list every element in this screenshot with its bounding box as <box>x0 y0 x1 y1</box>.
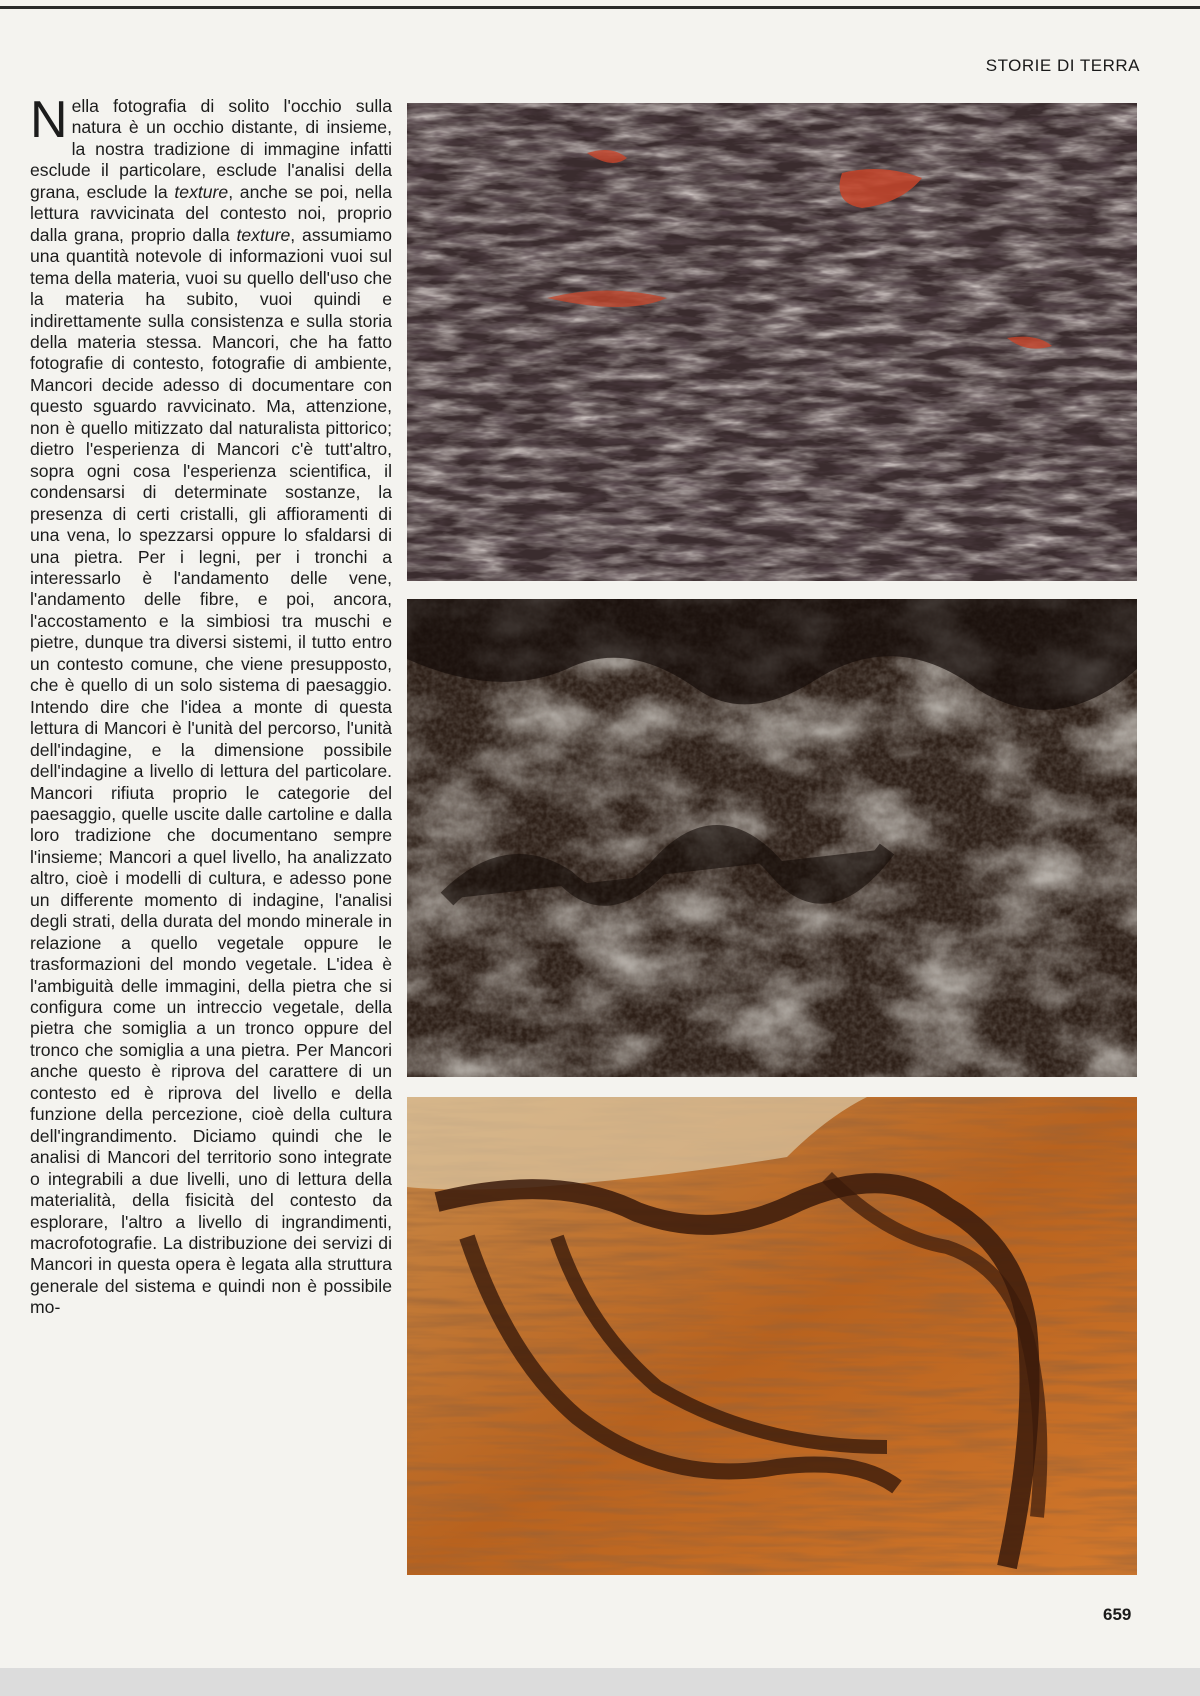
drop-cap: N <box>30 91 68 149</box>
emphasis-texture-1: texture <box>174 181 229 202</box>
photo-bark-texture <box>407 103 1137 581</box>
running-head: STORIE DI TERRA <box>985 56 1140 75</box>
photo-beetle-galleries <box>407 1097 1137 1575</box>
photo-beetle-galleries-image <box>407 1097 1137 1575</box>
body-text-3: , assumiamo una quantità notevole di informazioni vuoi sul tema della materia, vuoi su quello dell'uso che la materia ha subito, vuoi quindi e indirettamente sulla consistenza e sulla storia della materia stessa. Mancori, che ha fatto fotografie di contesto, fotografie di ambiente, Mancori decide adesso di documentare con questo sguardo ravvicinato. Ma, attenzione, non è quello mitizzato dal naturalista pittorico; dietro l'esperienza di Mancori c'è tutt'altro, sopra ogni cosa l'esperienza scientifica, il condensarsi di determinate sostanze, la presenza di certi cristalli, gli affioramenti di una vena, lo spezzarsi oppure lo sfaldarsi di una pietra. Per i legni, per i tronchi a interessarlo è l'andamento delle vene, l'andamento delle fibre, e poi, ancora, l'accostamento e la simbiosi tra muschi e pietre, dunque tra diversi sistemi, il tutto entro un contesto comune, che viene presupposto, che è quello di un solo sistema di paesaggio. Intendo dire che l'idea a monte di questa lettura di Mancori è l'unità del percorso, l'unità dell'indagine, e la dimensione possibile dell'indagine a livello di lettura del particolare. Mancori rifiuta proprio le categorie del paesaggio, quelle uscite dalle cartoline e dalla loro tradizione che documentano sempre l'insieme; Mancori a quel livello, ha analizzato altro, cioè i modelli di cultura, e adesso pone un differente momento di indagine, l'analisi degli strati, della durata del mondo minerale in relazione a quello vegetale oppure le trasformazioni del mondo vegetale. L'idea è l'ambiguità delle immagini, della pietra che si configura come un intreccio vegetale, della pietra che somiglia a un tronco oppure del tronco che somiglia a una pietra. Per Mancori anche questo è riprova del carattere di un contesto ed è riprova del livello e della funzione della percezione, cioè della cultura dell'ingrandimento. Diciamo quindi che le analisi di Mancori del territorio sono integrate o integrabili a due livelli, uno di lettura della materialità, della fisicità del contesto da esplorare, l'altro a livello di ingrandimenti, macrofotografie. La distribuzione dei servizi di Mancori in questa opera è legata alla struttura generale del sistema e quindi non è possibile mo- <box>30 224 392 1318</box>
article-body <box>30 91 393 1319</box>
body-text-2: , anche se poi, nella lettura ravvicinata del contesto noi, proprio dalla grana, proprio dalla <box>30 181 393 245</box>
photo-bark-texture-image <box>407 103 1137 581</box>
scan-bottom-edge <box>0 1668 1200 1696</box>
body-text-1: ella fotografia di solito l'occhio sulla natura è un occhio distante, di insieme, la nostra tradizione di immagine infatti esclude il particolare, esclude l'analisi della grana, esclude la <box>30 96 392 202</box>
photo-weathered-wood-image <box>407 599 1137 1077</box>
emphasis-texture-2: texture <box>236 224 291 245</box>
top-rule <box>0 6 1200 9</box>
photo-weathered-wood <box>407 599 1137 1077</box>
article-paragraph <box>30 91 393 1319</box>
page-number: 659 <box>1103 1605 1132 1624</box>
